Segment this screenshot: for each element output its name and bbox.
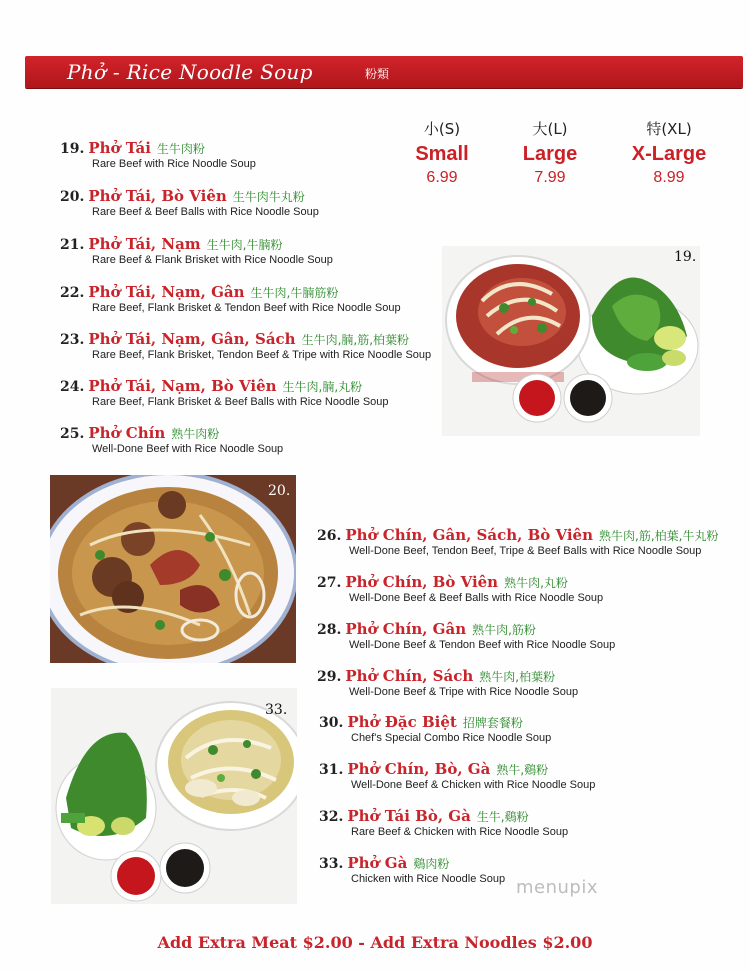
item-name-chinese: 生牛肉,牛腩筋粉	[250, 286, 339, 300]
photo-pho-ga	[51, 688, 297, 904]
menu-item	[319, 712, 551, 745]
item-number: 19.	[60, 141, 85, 157]
item-name-chinese: 熟牛肉,丸粉	[504, 576, 568, 590]
item-name-chinese: 生牛肉,腩,丸粉	[282, 380, 363, 394]
section-header-banner	[25, 56, 743, 88]
item-name: Phở Tái, Nạm, Gân, Sách	[88, 330, 296, 348]
item-name-chinese: 招牌套餐粉	[462, 716, 523, 730]
item-number: 20.	[60, 189, 85, 205]
menu-item	[60, 282, 401, 315]
item-name: Phở Chín, Bò Viên	[345, 573, 499, 591]
item-description: Chicken with Rice Noodle Soup	[351, 873, 506, 885]
item-description: Rare Beef & Flank Brisket with Rice Noodle Soup	[92, 254, 333, 266]
photo-pho-tai	[442, 246, 700, 436]
size-small-cn: 小(S)	[423, 120, 461, 138]
item-name-chinese: 生牛肉粉	[156, 142, 205, 156]
item-description: Well-Done Beef & Beef Balls with Rice Noodle Soup	[349, 592, 604, 604]
menu-item	[60, 234, 333, 267]
size-large	[500, 118, 600, 187]
item-number: 33.	[319, 856, 344, 872]
menu-item	[60, 423, 283, 456]
item-name: Phở Tái	[88, 139, 151, 157]
item-description: Well-Done Beef, Tendon Beef, Tripe & Beef Balls with Rice Noodle Soup	[349, 545, 702, 557]
photo-label-33: 33.	[265, 702, 288, 718]
item-number: 28.	[317, 622, 342, 638]
item-name: Phở Chín, Bò, Gà	[347, 760, 491, 778]
item-description: Rare Beef, Flank Brisket, Tendon Beef & Tripe with Rice Noodle Soup	[92, 349, 432, 361]
item-name-chinese: 熟牛肉,柏葉粉	[479, 670, 556, 684]
item-description: Chef's Special Combo Rice Noodle Soup	[351, 732, 552, 744]
menu-item	[317, 619, 615, 652]
photo-label-20: 20.	[268, 483, 291, 499]
item-number: 26.	[317, 528, 342, 544]
menu-item	[319, 806, 568, 839]
item-name: Phở Tái, Nạm	[88, 235, 201, 253]
item-description: Rare Beef, Flank Brisket & Beef Balls with Rice Noodle Soup	[92, 396, 389, 408]
item-description: Rare Beef & Beef Balls with Rice Noodle Soup	[92, 206, 319, 218]
section-title-chinese: 粉類	[365, 67, 390, 81]
item-name-chinese: 熟牛,鷄粉	[496, 763, 549, 777]
menu-item	[319, 759, 595, 792]
item-description: Rare Beef with Rice Noodle Soup	[92, 158, 256, 170]
extras-footer: Add Extra Meat $2.00 - Add Extra Noodles $2.00	[157, 933, 593, 952]
item-name-chinese: 生牛,鷄粉	[476, 810, 529, 824]
menu-item	[317, 666, 578, 699]
size-large-price: 7.99	[534, 169, 566, 186]
item-number: 31.	[319, 762, 344, 778]
item-name: Phở Đặc Biệt	[347, 713, 457, 731]
menu-item	[60, 138, 256, 171]
size-xlarge	[619, 118, 719, 187]
menupix-watermark: menupix	[516, 877, 599, 898]
photo-pho-bo-vien	[50, 475, 296, 663]
item-name: Phở Tái Bò, Gà	[347, 807, 471, 825]
size-xlarge-cn: 特(XL)	[646, 120, 692, 138]
item-number: 32.	[319, 809, 344, 825]
photo-label-19: 19.	[674, 249, 697, 265]
item-name: Phở Tái, Nạm, Gân	[88, 283, 245, 301]
item-number: 21.	[60, 237, 85, 253]
size-xlarge-label: X-Large	[631, 143, 707, 165]
item-name-chinese: 生牛肉牛丸粉	[232, 190, 305, 204]
item-number: 23.	[60, 332, 85, 348]
size-small-label: Small	[415, 143, 469, 165]
item-name: Phở Tái, Nạm, Bò Viên	[88, 377, 277, 395]
item-name-chinese: 生牛肉,牛腩粉	[206, 238, 283, 252]
item-description: Well-Done Beef & Chicken with Rice Noodle Soup	[351, 779, 596, 791]
item-number: 29.	[317, 669, 342, 685]
size-small	[392, 118, 492, 187]
section-title: Phở - Rice Noodle Soup	[67, 60, 313, 84]
item-number: 24.	[60, 379, 85, 395]
item-name-chinese: 鷄肉粉	[413, 857, 450, 871]
size-large-label: Large	[522, 143, 578, 165]
item-number: 27.	[317, 575, 342, 591]
item-name: Phở Tái, Bò Viên	[88, 187, 227, 205]
size-small-price: 6.99	[426, 169, 458, 186]
item-name: Phở Chín, Sách	[345, 667, 474, 685]
item-name: Phở Gà	[347, 854, 408, 872]
size-xlarge-price: 8.99	[653, 169, 685, 186]
item-name-chinese: 熟牛肉,筋,柏葉,牛丸粉	[599, 529, 719, 543]
item-name: Phở Chín, Gân, Sách, Bò Viên	[345, 526, 594, 544]
menu-item	[317, 572, 603, 605]
item-name: Phở Chín, Gân	[345, 620, 467, 638]
item-description: Rare Beef & Chicken with Rice Noodle Soup	[351, 826, 569, 838]
item-description: Well-Done Beef with Rice Noodle Soup	[92, 443, 284, 455]
pho-bo-vien-illustration	[50, 475, 296, 663]
menu-item	[60, 186, 319, 219]
item-name: Phở Chín	[88, 424, 166, 442]
item-name-chinese: 熟牛肉,筋粉	[472, 623, 536, 637]
item-number: 30.	[319, 715, 344, 731]
item-name-chinese: 生牛肉,腩,筋,柏葉粉	[301, 333, 410, 347]
item-number: 25.	[60, 426, 85, 442]
item-number: 22.	[60, 285, 85, 301]
menu-item	[319, 853, 505, 886]
pho-ga-illustration	[51, 688, 297, 904]
item-description: Well-Done Beef & Tripe with Rice Noodle Soup	[349, 686, 579, 698]
pho-tai-illustration	[442, 246, 700, 436]
menu-item	[317, 525, 718, 558]
item-description: Well-Done Beef & Tendon Beef with Rice Noodle Soup	[349, 639, 616, 651]
menu-item	[60, 376, 389, 409]
item-description: Rare Beef, Flank Brisket & Tendon Beef with Rice Noodle Soup	[92, 302, 401, 314]
item-name-chinese: 熟牛肉粉	[171, 427, 220, 441]
menu-item	[60, 329, 431, 362]
size-large-cn: 大(L)	[532, 120, 568, 138]
